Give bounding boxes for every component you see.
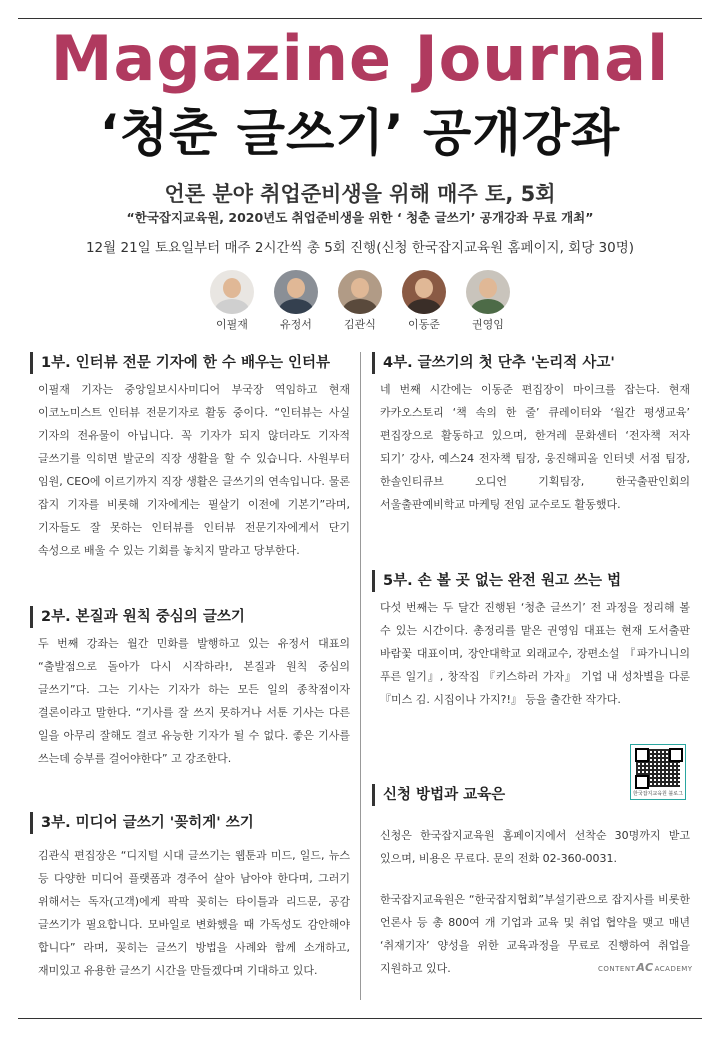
speaker-photo <box>338 270 382 314</box>
section-body: 다섯 번째는 두 달간 진행된 ‘청춘 글쓰기’ 전 과정을 정리해 볼 수 있는 시간이다. 총정리를 맡은 권영임 대표는 현재 도서출판 바람꽃 대표이며, 장안대학교 외래교수, 장편소설 『파가니니의 푸른 일기』, 창작집 『키스하러 가자』 기업 내 성차별을 다룬『미스 김. 시집이나 가지?!』 등을 출간한 작가다. <box>380 601 690 706</box>
headline: ‘청춘 글쓰기’ 공개강좌 <box>99 104 621 162</box>
logo-mark: AC <box>636 961 654 974</box>
top-rule <box>18 18 702 19</box>
speaker-photo <box>274 270 318 314</box>
subhead: 언론 분야 취업준비생을 위해 매주 토, 5회 <box>164 182 556 206</box>
speaker-photo <box>402 270 446 314</box>
dateline: 12월 21일 토요일부터 매주 2시간씩 총 5회 진행(신청 한국잡지교육원 홈페이지, 회당 30명) <box>85 240 635 256</box>
section-5 <box>372 570 690 711</box>
section-4 <box>372 352 690 516</box>
section-title: 2부. 본질과 원칙 중심의 글쓰기 <box>30 606 350 628</box>
section-body: 신청은 한국잡지교육원 홈페이지에서 선착순 30명까지 받고 있으며, 비용은 무료다. 문의 전화 02-360-0031. <box>380 829 690 865</box>
section-body: 네 번째 시간에는 이동준 편집장이 마이크를 잡는다. 현재 카카오스토리 ‘책 속의 한 줄’ 큐레이터와 ‘월간 평생교육’ 편집장으로 활동하고 있으며, 한겨레 문화센터 ‘전자책 저자 되기’ 강사, 예스24 전자책 팀장, 웅진해피올 인터넷 서점 팀장, 한솔인티큐브 오디언 기획팀장, 한국출판인회의 서울출판예비학교 마케팅 전임 교수로도 활동했다. <box>380 383 690 511</box>
quote-line: “한국잡지교육원, 2020년도 취업준비생을 위한 ‘ 청춘 글쓰기’ 공개강좌 무료 개최” <box>126 210 594 225</box>
speaker <box>392 270 456 332</box>
section-title: 1부. 인터뷰 전문 기자에 한 수 배우는 인터뷰 <box>30 352 350 374</box>
section-6 <box>372 784 690 980</box>
speaker <box>264 270 328 332</box>
speaker-name: 김관식 <box>344 318 376 331</box>
logo-text: CONTENT <box>598 965 636 973</box>
column-divider <box>360 352 361 1000</box>
section-title: 신청 방법과 교육은 <box>372 784 690 806</box>
speaker <box>328 270 392 332</box>
speaker-photo <box>210 270 254 314</box>
section-title: 4부. 글쓰기의 첫 단추 '논리적 사고' <box>372 352 690 374</box>
qr-caption: 한국잡지교육원 블로그 <box>633 791 683 797</box>
section-3 <box>30 812 350 982</box>
academy-logo <box>598 962 693 975</box>
section-2 <box>30 606 350 770</box>
speaker-photos <box>200 270 520 332</box>
speaker-name: 이필재 <box>216 318 248 331</box>
section-title: 5부. 손 볼 곳 없는 완전 원고 쓰는 법 <box>372 570 690 592</box>
masthead: Magazine Journal <box>50 22 670 95</box>
section-body: 한국잡지교육원은 “한국잡지협회”부설기관으로 잡지사를 비롯한 언론사 등 총 800여 개 기업과 교육 및 취업 협약을 맺고 매년 ‘취재기자’ 양성을 위한 교육과정을 무료로 진행하여 취업을 지원하고 있다. <box>380 893 690 975</box>
bottom-rule <box>18 1018 702 1019</box>
section-body: 김관식 편집장은 “디지털 시대 글쓰기는 웹툰과 미드, 일드, 뉴스 등 다양한 미디어 플랫폼과 경주어 살아 남아야 한다며, 그러기 위해서는 독자(고객)에게 팍팍 꽂히는 타이틀과 리드문, 공감 글쓰기가 필요합니다. 모바일로 변화했을 때 가독성도 감안해야 합니다” 라며, 꽂히는 글쓰기 방법을 사례와 함께 소개하고, 재미있고 유용한 글쓰기 시간을 만들겠다며 기대하고 있다. <box>38 849 350 977</box>
section-body: 이필재 기자는 중앙일보시사미디어 부국장 역임하고 현재 이코노미스트 인터뷰 전문기자로 활동 중이다. “인터뷰는 사실 기자의 전유물이 아닙니다. 꼭 기자가 되지 않더라도 기자적 글쓰기를 익히면 발군의 직장 생활을 할 수 있습니다. 사원부터 임원, CEO에 이르기까지 직장 생활은 글쓰기의 연속입니다. 물론 잡지 기자를 비롯해 기자에게는 필살기 이전에 기본기”라며, 기자들도 잘 못하는 인터뷰를 인터뷰 전문기자에게서 단기 속성으로 배울 수 있는 기회를 놓치지 말라고 당부한다. <box>38 383 350 557</box>
speaker <box>456 270 520 332</box>
speaker-name: 이동준 <box>408 318 440 331</box>
logo-text: ACADEMY <box>654 965 693 973</box>
speaker <box>200 270 264 332</box>
section-body: 두 번째 강좌는 월간 민화를 발행하고 있는 유정서 대표의 “출발점으로 돌아가 다시 시작하라!, 본질과 원칙 중심의 글쓰기”다. 그는 기사는 기자가 하는 모든 일의 종착점이자 결론이라고 말한다. “기사를 잘 쓰지 못하거나 서툰 기사는 다른 일을 아무리 잘해도 결코 유능한 기자가 될 수 없다. 좋은 기사를 쓰는데 승부를 걸어야한다” 고 강조한다. <box>38 637 350 765</box>
speaker-name: 권영임 <box>472 318 504 331</box>
speaker-name: 유정서 <box>280 318 312 331</box>
section-title: 3부. 미디어 글쓰기 '꽂히게' 쓰기 <box>30 812 350 834</box>
section-1 <box>30 352 350 562</box>
speaker-photo <box>466 270 510 314</box>
